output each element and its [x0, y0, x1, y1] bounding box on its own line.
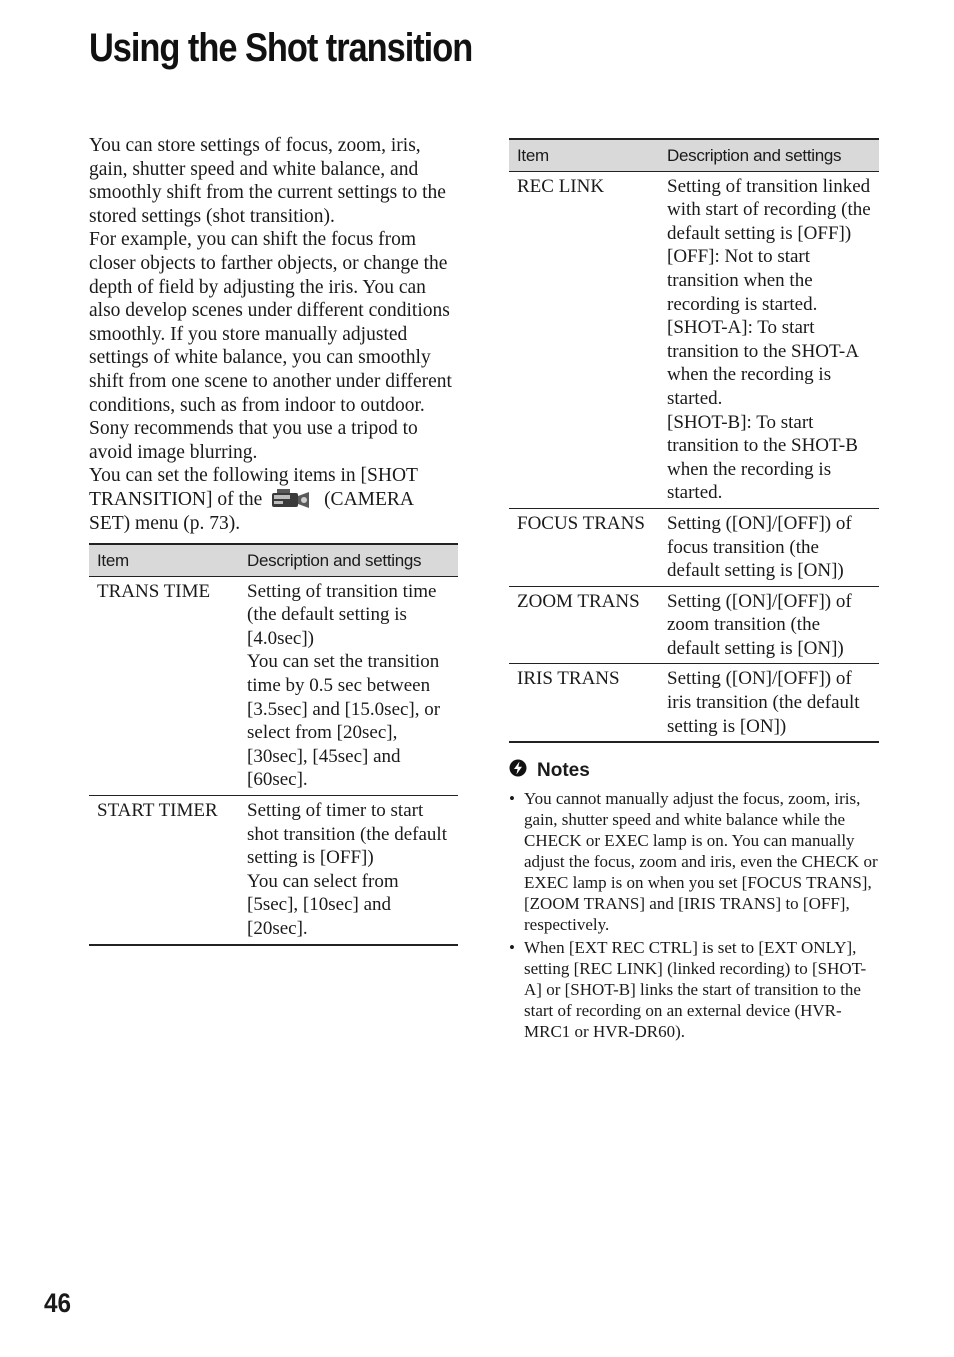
description-cell [659, 171, 879, 508]
column-header-item: Item [89, 544, 239, 576]
table-row [89, 796, 458, 945]
item-focus-trans: FOCUS TRANS [509, 508, 659, 586]
description-line: [SHOT-B]: To start transition to the SHOT-B when the recording is started. [667, 411, 858, 504]
item-iris-trans: IRIS TRANS [509, 664, 659, 742]
column-header-item: Item [509, 139, 659, 171]
description-line: Setting of timer to start shot transition (the default setting is [OFF]) [247, 800, 447, 869]
note-text: You cannot manually adjust the focus, zoom, iris, gain, shutter speed and white balance while the CHECK or EXEC lamp is on. You can manually adjust the focus, zoom and iris, even the CHECK or EXEC lamp is on when you set [FOCUS TRANS], [ZOOM TRANS] and [IRIS TRANS] to [OFF], respectively. [524, 789, 878, 935]
table-row [509, 586, 879, 664]
column-header-description: Description and settings [659, 139, 879, 171]
menu-sentence-before: You can set the following items in [SHOT TRANSITION] of the [89, 465, 418, 510]
table-row [509, 664, 879, 742]
description-line: You can select from [5sec], [10sec] and [20sec]. [247, 870, 399, 939]
menu-sentence-after: (CAMERA SET) menu (p. 73). [89, 488, 413, 534]
description-cell [659, 664, 879, 742]
list-item [509, 937, 879, 1042]
bullet: • [509, 938, 515, 958]
table-header-row [89, 544, 458, 576]
notes-title: Notes [537, 759, 590, 781]
description-line: Setting ([ON]/[OFF]) of focus transition (the default setting is [ON]) [667, 512, 852, 582]
list-item [509, 788, 879, 935]
description-line: You can set the transition time by 0.5 sec between [3.5sec] and [15.0sec], or select from [20sec], [30sec], [45sec] and [60sec]. [247, 651, 441, 791]
notes-icon [509, 759, 527, 782]
description-line: Setting of transition time (the default setting is [4.0sec]) [247, 580, 437, 649]
left-settings-table [89, 543, 458, 946]
intro-paragraph: You can store settings of focus, zoom, iris, gain, shutter speed and white balance, and smoothly shift from the current settings to the stored settings (shot transition). [89, 135, 446, 227]
notes-header [509, 759, 879, 782]
page-number: 46 [44, 1288, 72, 1318]
notes-list [509, 788, 879, 1042]
table-header-row [509, 139, 879, 171]
description-cell [239, 796, 458, 945]
description-line: [OFF]: Not to start transition when the recording is started. [667, 246, 818, 315]
note-text: When [EXT REC CTRL] is set to [EXT ONLY], setting [REC LINK] (linked recording) to [SHOT-A] or [SHOT-B] links the start of transition to the start of recording on an external device (HVR-MRC1 or HVR-DR60). [524, 938, 867, 1042]
description-line: Setting ([ON]/[OFF]) of iris transition (the default setting is [ON]) [667, 668, 860, 737]
item-trans-time: TRANS TIME [89, 576, 239, 795]
table-row [509, 171, 879, 508]
intro-paragraph: Sony recommends that you use a tripod to avoid image blurring. [89, 418, 418, 463]
right-column [509, 138, 879, 1044]
table-row [509, 508, 879, 586]
description-line: Setting of transition linked with start of recording (the default setting is [OFF]) [667, 175, 871, 244]
menu-sentence [89, 464, 458, 535]
right-settings-table [509, 138, 879, 743]
notes-section [509, 759, 879, 1042]
item-zoom-trans: ZOOM TRANS [509, 586, 659, 664]
description-line: Setting ([ON]/[OFF]) of zoom transition (the default setting is [ON]) [667, 590, 852, 659]
description-cell [239, 576, 458, 795]
item-rec-link: REC LINK [509, 171, 659, 508]
intro-text [89, 134, 458, 535]
intro-paragraph: For example, you can shift the focus from closer objects to farther objects, or change the depth of field by adjusting the iris. You can also develop scenes under different conditions smoothly. If you store manually adjusted settings of white balance, you can smoothly shift from one scene to another under different conditions, such as from indoor to outdoor. [89, 229, 452, 416]
description-cell [659, 508, 879, 586]
bullet: • [509, 789, 515, 809]
description-cell [659, 586, 879, 664]
column-header-description: Description and settings [239, 544, 458, 576]
camera-icon [271, 488, 311, 510]
table-row [89, 576, 458, 795]
description-line: [SHOT-A]: To start transition to the SHOT-A when the recording is started. [667, 317, 858, 409]
left-column [89, 134, 458, 946]
item-start-timer: START TIMER [89, 796, 239, 945]
page-title: Using the Shot transition [89, 26, 473, 70]
